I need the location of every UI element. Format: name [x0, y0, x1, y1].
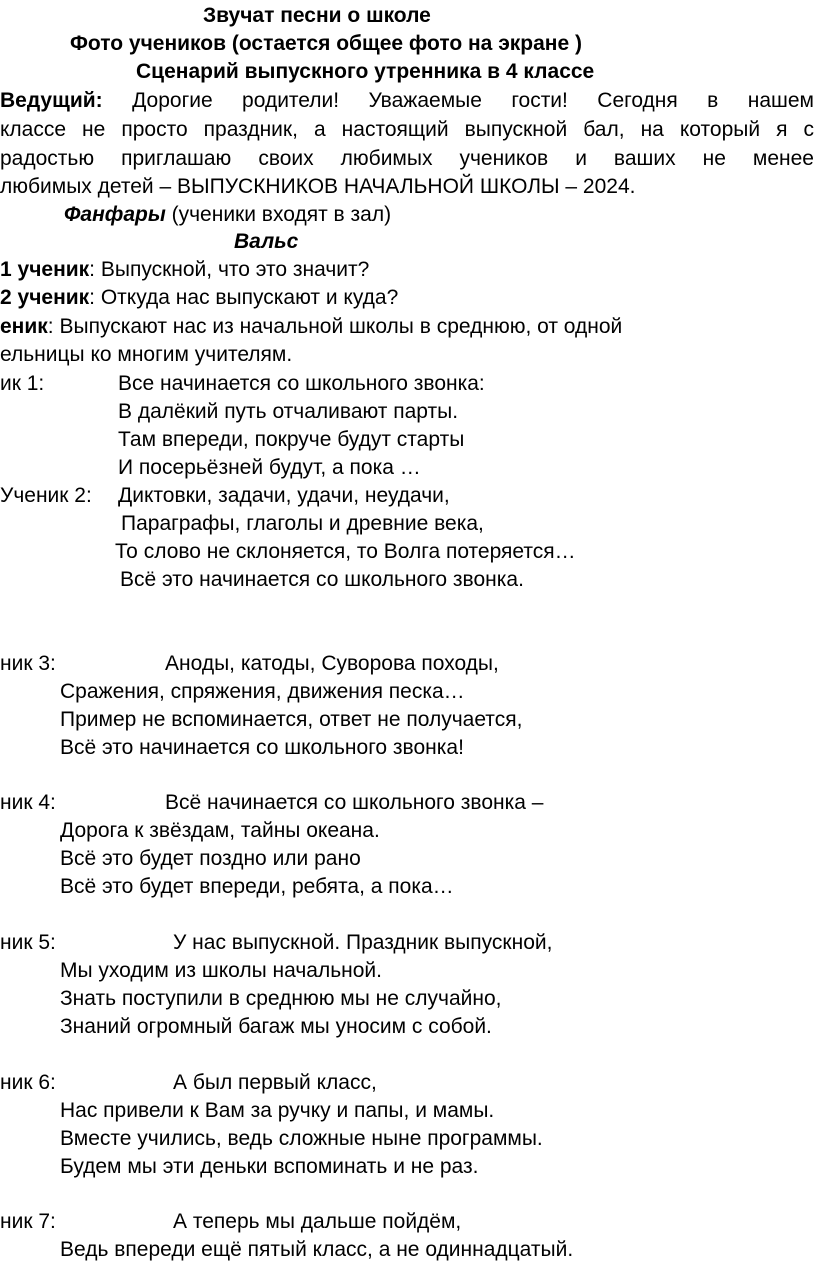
student-3-line-1: Аноды, катоды, Суворова походы, [165, 652, 499, 675]
student-2-line-3: То слово не склоняется, то Волга потеряется… [115, 540, 576, 563]
student-4-line-3: Всё это будет поздно или рано [60, 847, 361, 870]
student-3-line-3: Пример не вспоминается, ответ не получается, [60, 708, 523, 731]
fanfare-note: (ученики входят в зал) [165, 203, 392, 226]
student-7-line-2: Ведь впереди ещё пятый класс, а не одиннадцатый. [60, 1238, 574, 1261]
student-6-line-2: Нас привели к Вам за ручку и папы, и мамы. [60, 1099, 495, 1122]
student-1-line-2: В далёкий путь отчаливают парты. [118, 400, 459, 423]
header-line-1: Звучат песни о школе [203, 4, 431, 27]
student-2-line-1: Диктовки, задачи, удачи, неудачи, [118, 484, 450, 507]
host-text-1: Дорогие родители! Уважаемые гости! Сегодня в нашем [102, 89, 814, 112]
speaker-3: еник [0, 315, 48, 338]
dialog-line-2 [0, 284, 398, 312]
dialog-text-1: : Выпускной, что это значит? [89, 258, 370, 281]
student-4-line-4: Всё это будет впереди, ребята, а пока… [60, 875, 454, 898]
waltz-label: Вальс [234, 230, 299, 253]
header-line-2: Фото учеников (остается общее фото на экране ) [70, 32, 582, 55]
student-1-line-3: Там впереди, покруче будут старты [118, 428, 465, 451]
student-7-line-1: А теперь мы дальше пойдём, [173, 1210, 462, 1233]
student-2-line-4: Всё это начинается со школьного звонка. [120, 568, 524, 591]
speaker-2: 2 ученик [0, 286, 90, 309]
document-title: Сценарий выпускного утренника в 4 классе [136, 60, 595, 83]
host-paragraph-line-4: любимых детей – ВЫПУСКНИКОВ НАЧАЛЬНОЙ ШКОЛЫ – 2024. [0, 175, 636, 198]
student-4-label: ник 4: [0, 791, 56, 814]
student-7-label: ник 7: [0, 1210, 56, 1233]
student-5-line-3: Знать поступили в среднюю мы не случайно, [60, 987, 502, 1010]
fanfare-line [64, 201, 391, 229]
fanfare-label: Фанфары [64, 203, 166, 226]
host-paragraph-line-1 [0, 87, 814, 115]
student-4-line-2: Дорога к звёздам, тайны океана. [60, 819, 380, 842]
student-2-line-2: Параграфы, глаголы и древние века, [121, 512, 484, 535]
student-3-label: ник 3: [0, 652, 56, 675]
student-2-label: Ученик 2: [0, 484, 92, 507]
dialog-text-3: : Выпускают нас из начальной школы в среднюю, от одной [47, 315, 623, 338]
student-5-line-2: Мы уходим из школы начальной. [60, 959, 382, 982]
student-5-line-4: Знаний огромный багаж мы уносим с собой. [60, 1015, 492, 1038]
student-4-line-1: Всё начинается со школьного звонка – [165, 791, 544, 814]
host-label: Ведущий: [0, 89, 103, 112]
student-6-line-4: Будем мы эти деньки вспоминать и не раз. [60, 1155, 479, 1178]
student-5-line-1: У нас выпускной. Праздник выпускной, [173, 931, 553, 954]
host-paragraph-line-3: радостью приглашаю своих любимых учеников и ваших не менее [0, 147, 814, 170]
student-6-line-3: Вместе учились, ведь сложные ныне программы. [60, 1127, 543, 1150]
host-paragraph-line-2: классе не просто праздник, а настоящий выпускной бал, на который я с [0, 118, 814, 141]
student-3-line-4: Всё это начинается со школьного звонка! [60, 736, 464, 759]
student-6-label: ник 6: [0, 1071, 56, 1094]
student-1-line-1: Все начинается со школьного звонка: [118, 372, 485, 395]
student-1-line-4: И посерьёзней будут, а пока … [118, 456, 421, 479]
student-5-label: ник 5: [0, 931, 56, 954]
student-3-line-2: Сражения, спряжения, движения песка… [60, 680, 465, 703]
speaker-1: 1 ученик [0, 258, 90, 281]
student-6-line-1: А был первый класс, [173, 1071, 377, 1094]
dialog-text-2: : Откуда нас выпускают и куда? [89, 286, 399, 309]
student-1-label: ик 1: [0, 372, 45, 395]
dialog-line-3 [0, 313, 622, 341]
dialog-line-1 [0, 256, 369, 284]
dialog-line-4: ельницы ко многим учителям. [0, 343, 293, 366]
